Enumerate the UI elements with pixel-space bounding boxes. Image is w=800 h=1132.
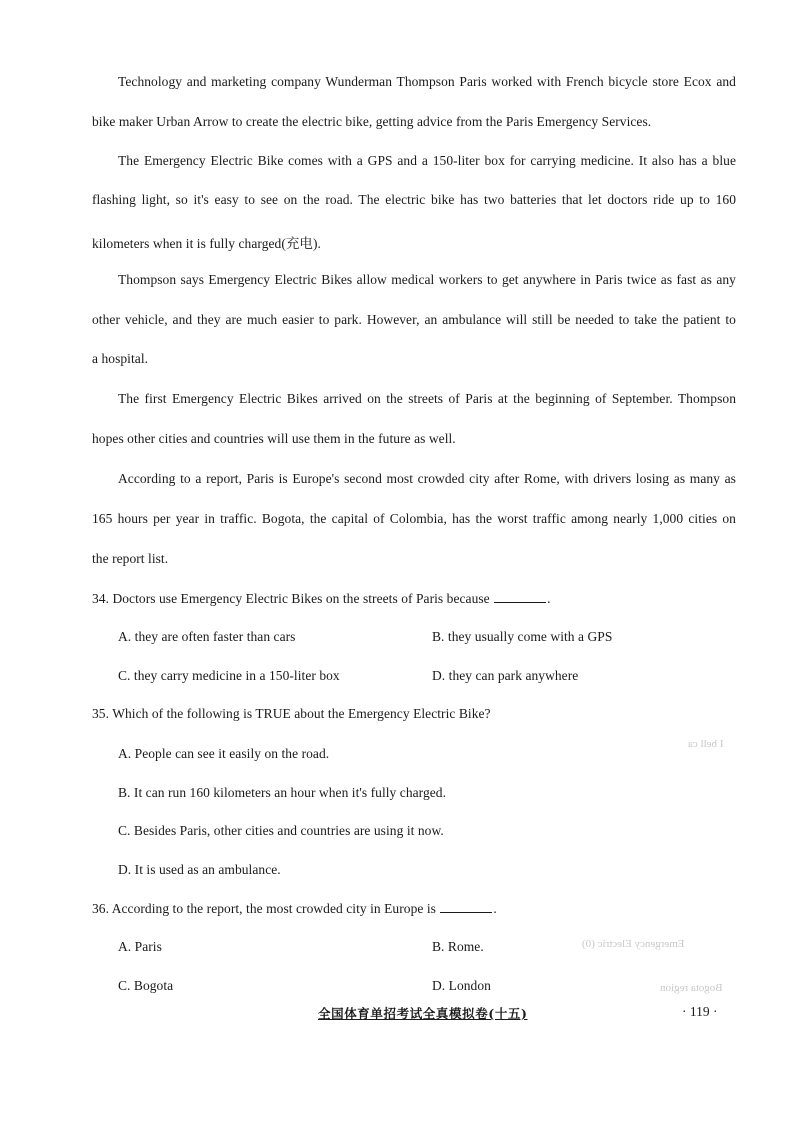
passage-line: bike maker Urban Arrow to create the electric bike, getting advice from the Paris Emergency Services. [92,114,652,129]
question-stem-end: . [547,591,551,606]
bleed-through-text: Bogota region [660,982,723,994]
passage-line: Technology and marketing company Wunderman Thompson Paris worked with French bicycle store Ecox and [118,74,736,89]
answer-blank [494,602,546,603]
option-36-a: A. Paris [118,939,162,954]
option-34-a: A. they are often faster than cars [118,629,296,644]
passage-line: Thompson says Emergency Electric Bikes allow medical workers to get anywhere in Paris twice as fast as any [118,272,736,287]
option-34-d: D. they can park anywhere [432,668,579,683]
passage-line: According to a report, Paris is Europe's second most crowded city after Rome, with drivers losing as many as [118,471,736,486]
question-stem-text: 34. Doctors use Emergency Electric Bikes on the streets of Paris because [92,591,490,606]
option-35-d: D. It is used as an ambulance. [118,862,281,877]
option-34-b: B. they usually come with a GPS [432,629,613,644]
question-stem-end: . [493,901,497,916]
passage-line: hopes other cities and countries will use them in the future as well. [92,431,456,446]
option-35-a: A. People can see it easily on the road. [118,746,330,761]
exam-paper-title: 全国体育单招考试全真模拟卷(十五) [318,1006,528,1021]
question-stem-text: 36. According to the report, the most crowded city in Europe is [92,901,436,916]
option-34-c: C. they carry medicine in a 150-liter box [118,668,340,683]
page-number: · 119 · [682,1004,718,1019]
question-36-stem [92,901,497,917]
passage-line: 165 hours per year in traffic. Bogota, the capital of Colombia, has the worst traffic among nearly 1,000 cities on [92,511,736,526]
option-35-c: C. Besides Paris, other cities and countries are using it now. [118,823,444,838]
passage-line: The Emergency Electric Bike comes with a GPS and a 150-liter box for carrying medicine. It also has a blue [118,153,736,168]
question-35-stem: 35. Which of the following is TRUE about the Emergency Electric Bike? [92,706,491,721]
passage-line: The first Emergency Electric Bikes arrived on the streets of Paris at the beginning of September. Thompson [118,391,736,406]
passage-line: the report list. [92,551,169,566]
answer-blank [440,912,492,913]
option-35-b: B. It can run 160 kilometers an hour when it's fully charged. [118,785,447,800]
bleed-through-text: Emergency Electric (0) [582,938,685,950]
passage-line: a hospital. [92,351,149,366]
question-34-stem [92,591,551,607]
passage-line: kilometers when it is fully charged(充电). [92,236,321,251]
option-36-c: C. Bogota [118,978,174,993]
passage-line: flashing light, so it's easy to see on the road. The electric bike has two batteries that let doctors ride up to 160 [92,192,736,207]
option-36-d: D. London [432,978,491,993]
bleed-through-text: I bell ca [688,738,724,750]
passage-line: other vehicle, and they are much easier to park. However, an ambulance will still be needed to take the patient to [92,312,736,327]
option-36-b: B. Rome. [432,939,484,954]
